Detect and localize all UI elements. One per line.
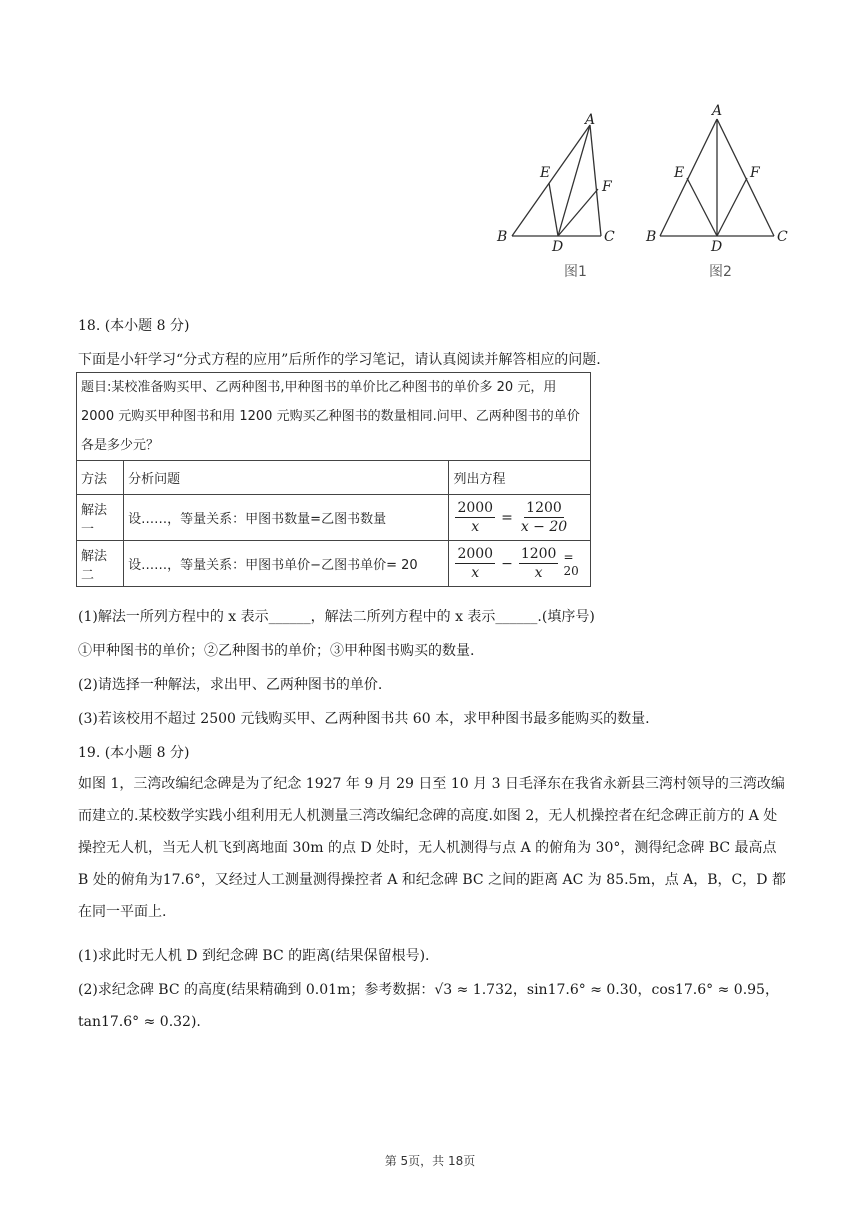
q18-part1: (1)解法一所列方程中的 x 表示______，解法二所列方程中的 x 表示______.(填序号) [78, 609, 595, 625]
table-header-analysis: 分析问题 [124, 461, 449, 495]
fig2-label-c: C [777, 229, 788, 245]
row2-analysis: 设……，等量关系：甲图书单价−乙图书单价= 20 [124, 541, 449, 587]
q18-intro: 下面是小轩学习“分式方程的应用”后所作的学习笔记，请认真阅读并解答相应的问题. [78, 352, 601, 368]
fig1-label-a: A [585, 112, 596, 128]
table-row [77, 541, 591, 587]
row1-op: = [501, 509, 513, 526]
row1-den2: x − 20 [520, 519, 568, 535]
q18-part2: (2)请选择一种解法，求出甲、乙两种图书的单价. [78, 677, 383, 693]
fig2-label-a: A [712, 103, 723, 119]
figures-svg [492, 98, 802, 288]
figure-1-lines [512, 125, 601, 236]
row2-num1: 2000 [457, 546, 494, 562]
row2-equation [449, 541, 591, 587]
row2-rhs: = 20 [563, 549, 579, 578]
table-header-equation: 列出方程 [449, 461, 591, 495]
q18-options: ①甲种图书的单价；②乙种图书的单价；③甲种图书购买的数量. [78, 643, 475, 659]
fig1-label-e: E [540, 165, 551, 181]
row1-equation [449, 495, 591, 541]
q19-part2: (2)求纪念碑 BC 的高度(结果精确到 0.01m；参考数据：√3 ≈ 1.732，sin17.6° ≈ 0.30，cos17.6° ≈ 0.95，tan17.6° ≈ 0.32). [78, 982, 779, 1030]
row1-num2: 1200 [526, 500, 562, 516]
fig2-label-f: F [750, 165, 760, 181]
row1-analysis: 设……，等量关系：甲图书数量=乙图书数量 [124, 495, 449, 541]
q18-heading: 18. (本小题 8 分) [78, 318, 190, 334]
fig2-label-d: D [711, 239, 723, 255]
table-topic: 题目:某校准备购买甲、乙两种图书,甲种图书的单价比乙种图书的单价多 20 元，用 2000 元购买甲种图书和用 1200 元购买乙种图书的数量相同.问甲、乙两种图书的单价各是多少元？ [77, 373, 591, 461]
q19-body: 如图 1，三湾改编纪念碑是为了纪念 1927 年 9 月 29 日至 10 月 3 日毛泽东在我省永新县三湾村领导的三湾改编而建立的.某校数学实践小组利用无人机测量三湾改编纪念碑的高度.如图 2，无人机操控者在纪念碑正前方的 A 处操控无人机，当无人机飞到离地面 30m 的点 D 处时，无人机测得与点 A 的俯角为 30°，测得纪念碑 BC 最高点 B 处的俯角为17.6°，又经过人工测量测得操控者 A 和纪念碑 BC 之间的距离 AC 为 85.5m，点 A，B，C，D 都在同一平面上. [78, 776, 786, 920]
geometry-figures [492, 98, 802, 288]
q18-part3: (3)若该校用不超过 2500 元钱购买甲、乙两种图书共 60 本，求甲种图书最多能购买的数量. [78, 711, 650, 727]
row2-method: 解法二 [77, 541, 124, 587]
q19-heading: 19. (本小题 8 分) [78, 745, 190, 761]
row2-op: − [501, 555, 513, 572]
fig1-label-c: C [604, 229, 615, 245]
fig1-label-b: B [497, 229, 508, 245]
fig2-label-e: E [674, 165, 685, 181]
fig2-label-b: B [646, 229, 657, 245]
fig1-label-f: F [602, 179, 612, 195]
row2-den1: x [471, 565, 480, 581]
table-row [77, 495, 591, 541]
fig1-label-d: D [552, 239, 564, 255]
fig2-caption: 图2 [709, 264, 732, 280]
row1-method: 解法一 [77, 495, 124, 541]
fig1-caption: 图1 [564, 264, 587, 280]
row2-num2: 1200 [520, 546, 557, 562]
row1-num1: 2000 [457, 500, 494, 516]
row2-den2: x [534, 565, 543, 581]
page-footer: 第 5页，共 18页 [384, 1154, 476, 1168]
q19-part1: (1)求此时无人机 D 到纪念碑 BC 的距离(结果保留根号). [78, 948, 430, 964]
table-header-method: 方法 [77, 461, 124, 495]
study-notes-table [76, 372, 591, 587]
row1-den1: x [471, 519, 480, 535]
